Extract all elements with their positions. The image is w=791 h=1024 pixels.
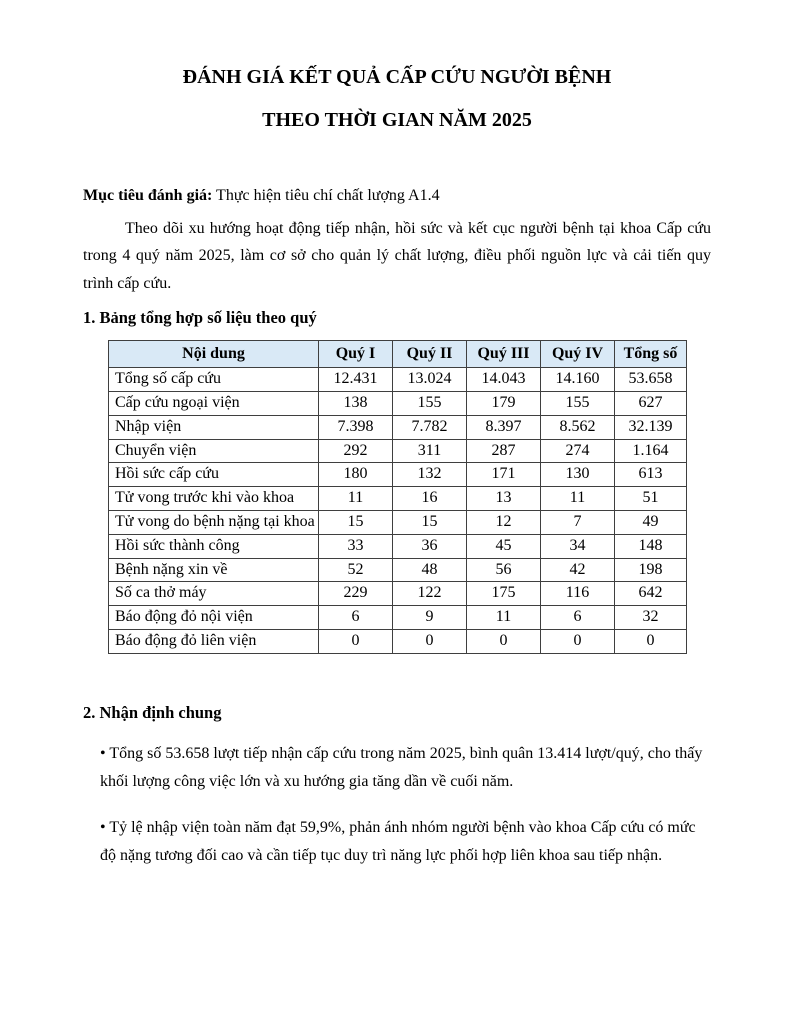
row-value: 34	[541, 534, 615, 558]
row-value: 0	[319, 629, 393, 653]
row-label: Cấp cứu ngoại viện	[109, 391, 319, 415]
objective-label: Mục tiêu đánh giá:	[83, 187, 213, 204]
column-header: Quý III	[467, 341, 541, 368]
table-row	[109, 487, 687, 511]
row-value: 13	[467, 487, 541, 511]
row-value: 11	[467, 606, 541, 630]
row-value: 642	[615, 582, 687, 606]
row-value: 14.043	[467, 368, 541, 392]
bullet-marker-icon: •	[100, 819, 110, 837]
page-title	[83, 56, 711, 142]
table-row	[109, 463, 687, 487]
table-row	[109, 439, 687, 463]
row-value: 138	[319, 391, 393, 415]
bullet-item	[100, 814, 703, 869]
row-label: Tổng số cấp cứu	[109, 368, 319, 392]
section2-heading: 2. Nhận định chung	[83, 702, 222, 722]
row-value: 11	[541, 487, 615, 511]
row-value: 132	[393, 463, 467, 487]
row-value: 52	[319, 558, 393, 582]
row-value: 180	[319, 463, 393, 487]
row-value: 56	[467, 558, 541, 582]
row-value: 229	[319, 582, 393, 606]
row-label: Bệnh nặng xin về	[109, 558, 319, 582]
row-value: 42	[541, 558, 615, 582]
table-row	[109, 534, 687, 558]
table-row	[109, 415, 687, 439]
row-label: Số ca thở máy	[109, 582, 319, 606]
row-value: 13.024	[393, 368, 467, 392]
objective-text: Thực hiện tiêu chí chất lượng A1.4	[212, 187, 440, 204]
row-value: 148	[615, 534, 687, 558]
row-value: 0	[615, 629, 687, 653]
row-value: 627	[615, 391, 687, 415]
row-value: 171	[467, 463, 541, 487]
row-value: 49	[615, 510, 687, 534]
row-value: 53.658	[615, 368, 687, 392]
table-header-row	[109, 341, 687, 368]
section1-heading: 1. Bảng tổng hợp số liệu theo quý	[83, 307, 317, 327]
row-value: 48	[393, 558, 467, 582]
row-value: 0	[467, 629, 541, 653]
row-label: Chuyển viện	[109, 439, 319, 463]
column-header: Quý I	[319, 341, 393, 368]
row-value: 155	[393, 391, 467, 415]
row-label: Hồi sức cấp cứu	[109, 463, 319, 487]
row-value: 33	[319, 534, 393, 558]
table-row	[109, 368, 687, 392]
column-header: Tổng số	[615, 341, 687, 368]
table-row	[109, 629, 687, 653]
row-value: 14.160	[541, 368, 615, 392]
row-value: 51	[615, 487, 687, 511]
title-line-1: ĐÁNH GIÁ KẾT QUẢ CẤP CỨU NGƯỜI BỆNH	[182, 66, 612, 88]
column-header: Quý IV	[541, 341, 615, 368]
row-value: 116	[541, 582, 615, 606]
table-body	[109, 368, 687, 654]
row-value: 155	[541, 391, 615, 415]
row-value: 12	[467, 510, 541, 534]
bullet-item	[100, 740, 703, 795]
row-value: 7	[541, 510, 615, 534]
row-label: Nhập viện	[109, 415, 319, 439]
row-value: 12.431	[319, 368, 393, 392]
row-label: Tử vong trước khi vào khoa	[109, 487, 319, 511]
row-value: 36	[393, 534, 467, 558]
bullet-marker-icon: •	[100, 745, 110, 763]
row-label: Báo động đỏ liên viện	[109, 629, 319, 653]
row-label: Hồi sức thành công	[109, 534, 319, 558]
row-value: 6	[319, 606, 393, 630]
column-header: Quý II	[393, 341, 467, 368]
row-value: 15	[393, 510, 467, 534]
table-row	[109, 558, 687, 582]
intro-paragraph: Theo dõi xu hướng hoạt động tiếp nhận, hồi sức và kết cục người bệnh tại khoa Cấp cứu trong 4 quý năm 2025, làm cơ sở cho quản lý chất lượng, điều phối nguồn lực và cải tiến quy trình cấp cứu.	[83, 220, 711, 292]
row-value: 8.397	[467, 415, 541, 439]
row-value: 32.139	[615, 415, 687, 439]
row-value: 0	[393, 629, 467, 653]
row-label: Báo động đỏ nội viện	[109, 606, 319, 630]
table-row	[109, 391, 687, 415]
row-value: 198	[615, 558, 687, 582]
row-value: 287	[467, 439, 541, 463]
row-value: 32	[615, 606, 687, 630]
bullet-list	[100, 740, 703, 869]
quarterly-summary-table	[108, 340, 687, 654]
bullet-text: Tỷ lệ nhập viện toàn năm đạt 59,9%, phản ánh nhóm người bệnh vào khoa Cấp cứu có mức độ nặng tương đối cao và cần tiếp tục duy trì năng lực phối hợp liên khoa sau tiếp nhận.	[100, 819, 696, 864]
row-value: 175	[467, 582, 541, 606]
table-row	[109, 582, 687, 606]
bullet-text: Tổng số 53.658 lượt tiếp nhận cấp cứu trong năm 2025, bình quân 13.414 lượt/quý, cho thấy khối lượng công việc lớn và xu hướng gia tăng dần về cuối năm.	[100, 745, 703, 790]
row-value: 311	[393, 439, 467, 463]
row-value: 613	[615, 463, 687, 487]
row-value: 6	[541, 606, 615, 630]
row-value: 8.562	[541, 415, 615, 439]
row-value: 11	[319, 487, 393, 511]
row-value: 0	[541, 629, 615, 653]
row-value: 274	[541, 439, 615, 463]
row-value: 130	[541, 463, 615, 487]
row-value: 179	[467, 391, 541, 415]
row-value: 122	[393, 582, 467, 606]
row-value: 15	[319, 510, 393, 534]
row-value: 16	[393, 487, 467, 511]
row-value: 7.782	[393, 415, 467, 439]
column-header: Nội dung	[109, 341, 319, 368]
table-row	[109, 510, 687, 534]
row-label: Tử vong do bệnh nặng tại khoa	[109, 510, 319, 534]
row-value: 292	[319, 439, 393, 463]
row-value: 9	[393, 606, 467, 630]
row-value: 7.398	[319, 415, 393, 439]
title-line-2: THEO THỜI GIAN NĂM 2025	[262, 109, 532, 131]
objective-paragraph	[83, 182, 711, 209]
row-value: 1.164	[615, 439, 687, 463]
row-value: 45	[467, 534, 541, 558]
table-row	[109, 606, 687, 630]
